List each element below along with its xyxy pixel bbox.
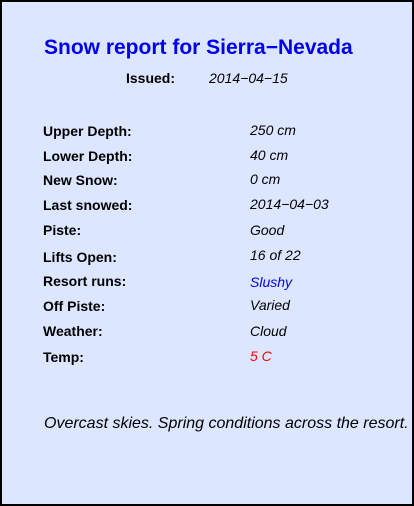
resort-runs-value: Slushy bbox=[250, 274, 293, 290]
new-snow-value: 0 cm bbox=[250, 171, 281, 187]
temp-value: 5 C bbox=[250, 348, 272, 364]
piste-value: Good bbox=[250, 222, 285, 238]
lower-depth-value: 40 cm bbox=[250, 147, 289, 163]
last-snowed-value: 2014−04−03 bbox=[250, 196, 329, 212]
lower-depth-label: Lower Depth: bbox=[43, 148, 133, 164]
resort-runs-label: Resort runs: bbox=[43, 273, 127, 289]
weather-value: Cloud bbox=[250, 323, 287, 339]
off-piste-label: Off Piste: bbox=[43, 298, 106, 314]
issued-label: Issued: bbox=[126, 70, 176, 86]
report-title: Snow report for Sierra−Nevada bbox=[44, 36, 353, 59]
piste-label: Piste: bbox=[43, 222, 82, 238]
last-snowed-label: Last snowed: bbox=[43, 197, 133, 213]
upper-depth-label: Upper Depth: bbox=[43, 123, 132, 139]
upper-depth-value: 250 cm bbox=[250, 122, 296, 138]
issued-value: 2014−04−15 bbox=[209, 70, 288, 86]
conditions-summary: Overcast skies. Spring conditions across the resort. bbox=[44, 415, 409, 432]
lifts-open-value: 16 of 22 bbox=[250, 247, 301, 263]
new-snow-label: New Snow: bbox=[43, 172, 118, 188]
off-piste-value: Varied bbox=[250, 297, 290, 313]
lifts-open-label: Lifts Open: bbox=[43, 249, 117, 265]
weather-label: Weather: bbox=[43, 323, 103, 339]
temp-label: Temp: bbox=[43, 349, 84, 365]
